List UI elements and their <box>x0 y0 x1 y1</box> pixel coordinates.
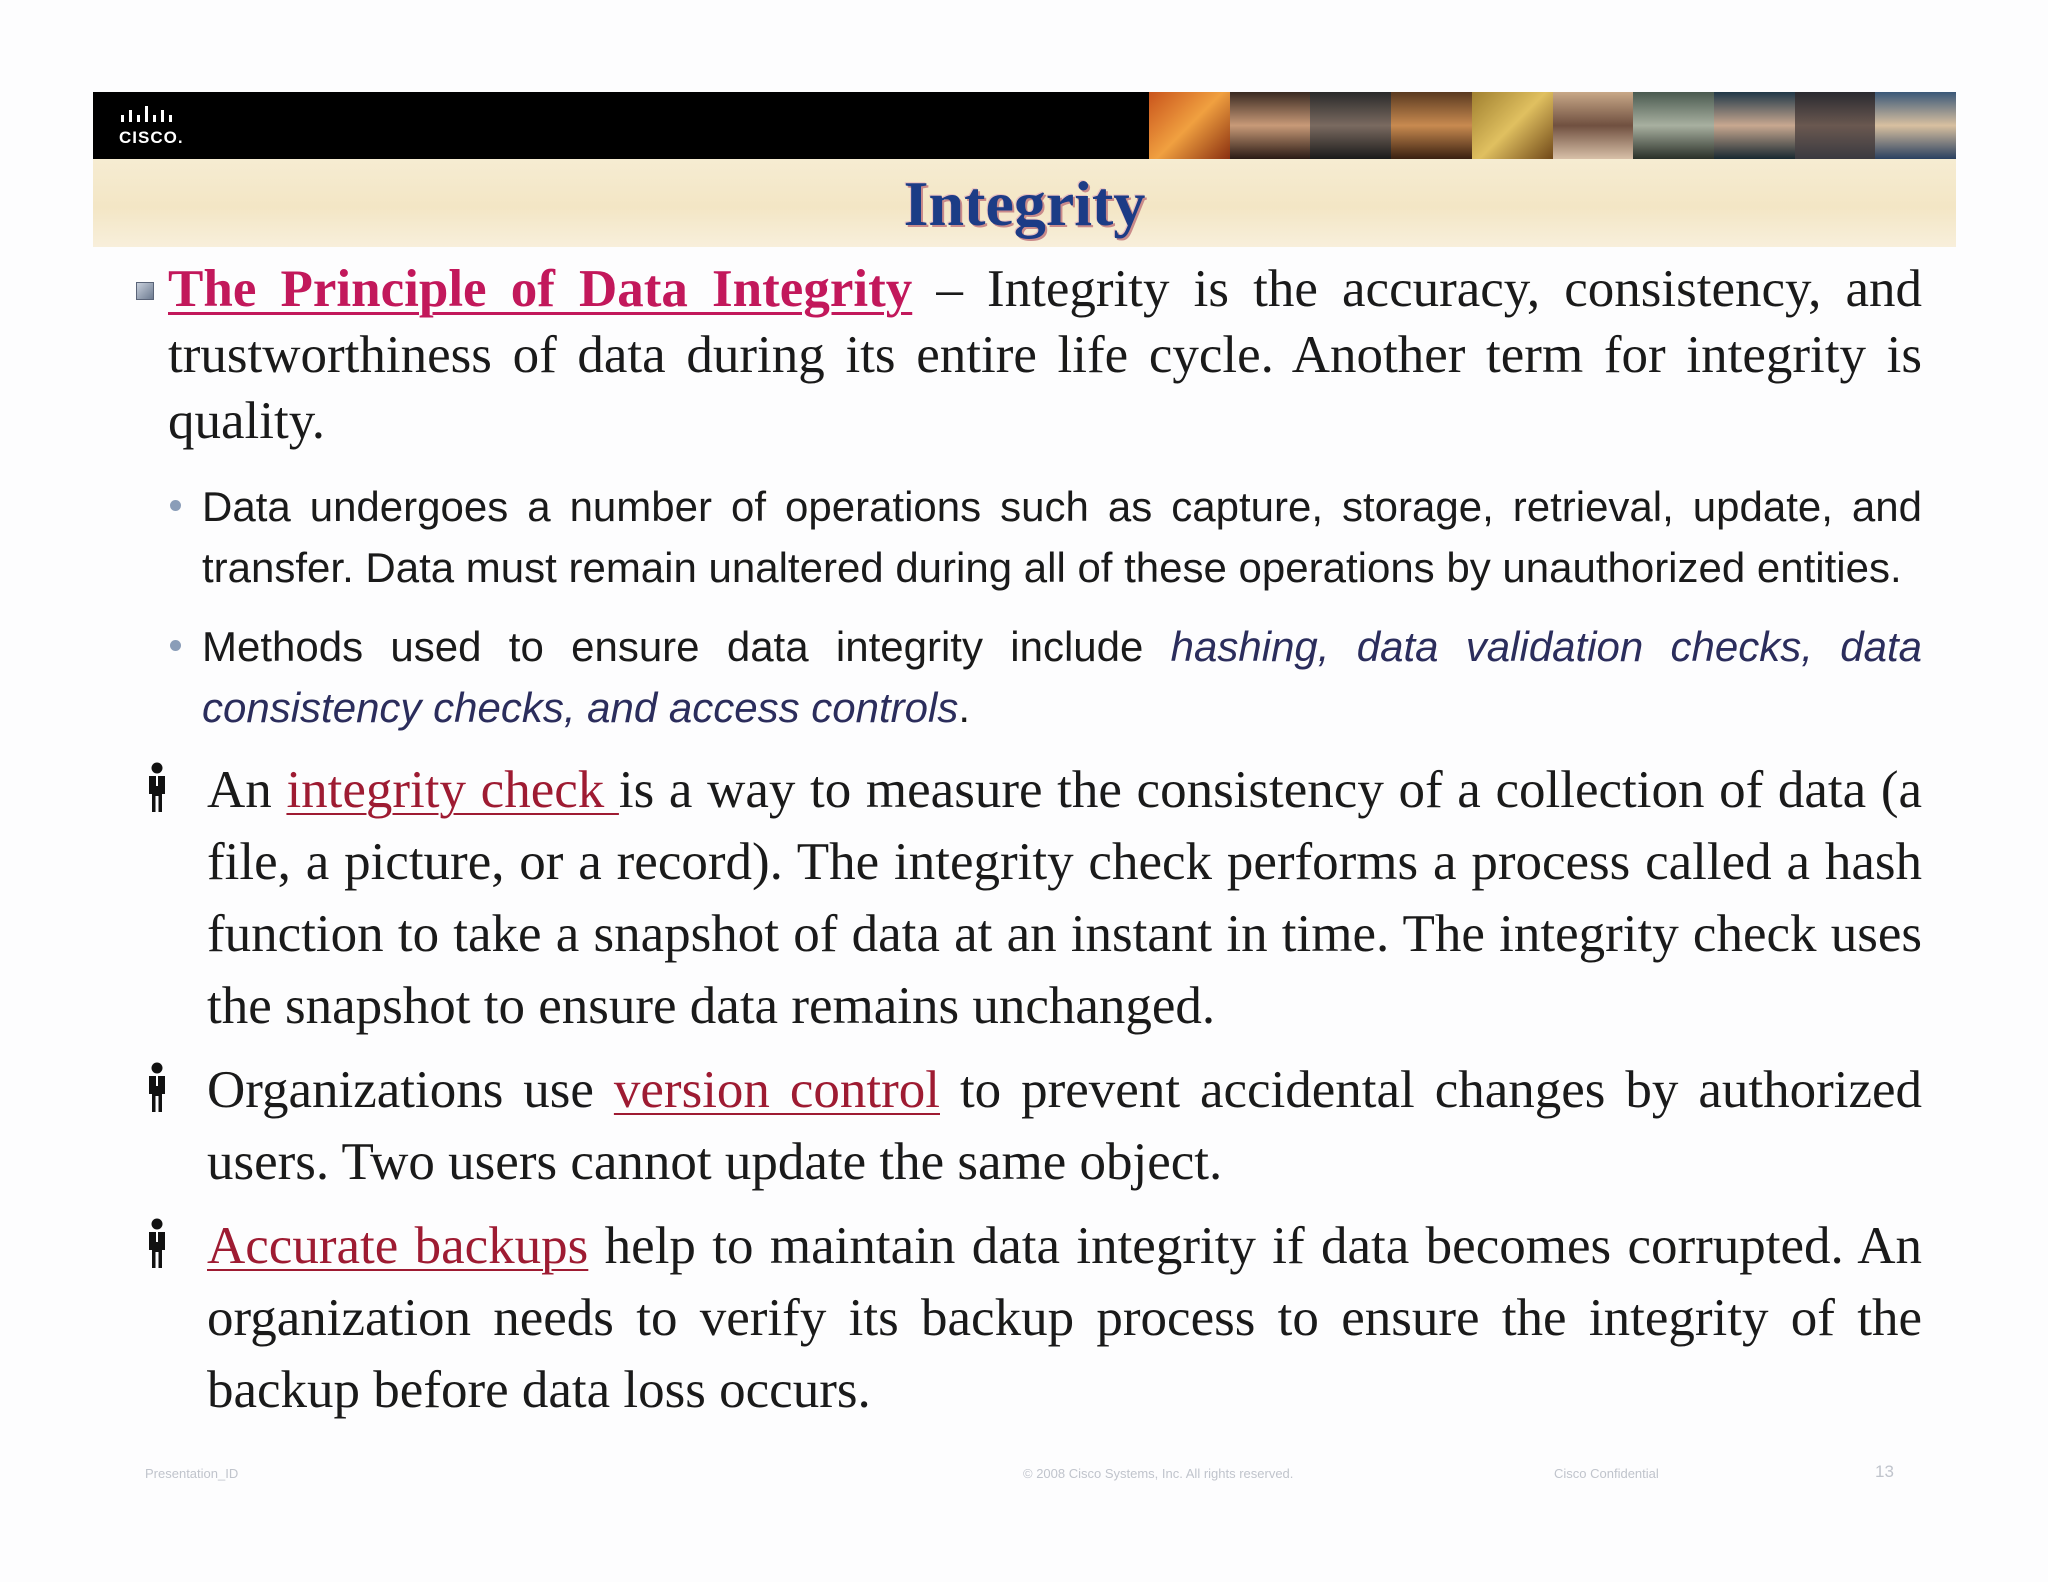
slide-content <box>130 256 1922 1426</box>
photo-tile <box>1391 92 1472 159</box>
person-icon <box>144 762 170 814</box>
dot-bullet-icon <box>170 500 181 511</box>
dot-bullet-icon <box>170 640 181 651</box>
main-bullet-text: is a way to measure the consistency of a collection of data (a file, a picture, or a record). The integrity check performs a process called a hash function to take a snapshot of data at an instant in time. The integrity check uses the snapshot to ensure data remains unchanged. <box>207 761 1923 1035</box>
methods-list: hashing, data validation checks, data consistency checks, and access controls <box>202 623 1922 731</box>
main-bullet-text: An <box>207 761 287 819</box>
page-number: 13 <box>1875 1462 1894 1481</box>
footer-confidential: Cisco Confidential <box>1554 1466 1659 1481</box>
header-bar <box>93 92 1956 159</box>
photo-tile <box>1875 92 1956 159</box>
sub-bullet-text: Data undergoes a number of operations such as capture, storage, retrieval, update, and transfer. Data must remain unaltered during all of these operations by unauthorized entities. <box>202 483 1922 591</box>
photo-tile <box>1553 92 1634 159</box>
sub-bullet-end: . <box>958 684 971 731</box>
photo-tile <box>1149 92 1230 159</box>
person-icon <box>144 1218 170 1270</box>
photo-tile <box>1714 92 1795 159</box>
photo-tile <box>1795 92 1876 159</box>
integrity-check-link[interactable]: integrity check <box>286 761 619 819</box>
cisco-logo-text: CISCO. <box>119 128 184 147</box>
header-photo-strip <box>1149 92 1956 159</box>
main-bullet <box>130 1054 1922 1198</box>
main-bullet <box>130 1210 1922 1426</box>
main-bullet-text: Organizations use <box>207 1061 614 1119</box>
title-band <box>93 159 1956 247</box>
photo-tile <box>1633 92 1714 159</box>
footer-copyright: © 2008 Cisco Systems, Inc. All rights reserved. <box>1023 1466 1294 1481</box>
sub-bullet <box>130 616 1922 738</box>
slide-title: Integrity <box>903 168 1146 239</box>
cisco-logo <box>119 104 209 148</box>
square-bullet-icon <box>136 282 154 300</box>
main-bullet-text: help to maintain data integrity if data becomes corrupted. An organization needs to verify its backup process to ensure the integrity of the backup before data loss occurs. <box>207 1217 1923 1419</box>
sub-bullet <box>130 476 1922 598</box>
intro-paragraph <box>130 256 1922 454</box>
main-bullet <box>130 754 1922 1042</box>
photo-tile <box>1310 92 1391 159</box>
version-control-link[interactable]: version control <box>613 1061 940 1119</box>
sub-bullet-text: Methods used to ensure data integrity include <box>202 623 1171 670</box>
accurate-backups-link[interactable]: Accurate backups <box>207 1217 589 1275</box>
footer-presentation-id: Presentation_ID <box>145 1466 239 1481</box>
main-bullet-text: to prevent accidental changes by authorized users. Two users cannot update the same object. <box>207 1061 1922 1191</box>
photo-tile <box>1472 92 1553 159</box>
photo-tile <box>1230 92 1311 159</box>
principle-heading: The Principle of Data Integrity <box>168 260 913 318</box>
cisco-bars-icon <box>119 104 189 126</box>
person-icon <box>144 1062 170 1114</box>
intro-text: – Integrity is the accuracy, consistency, and trustworthiness of data during its entire life cycle. Another term for integrity is quality. <box>168 260 1922 450</box>
